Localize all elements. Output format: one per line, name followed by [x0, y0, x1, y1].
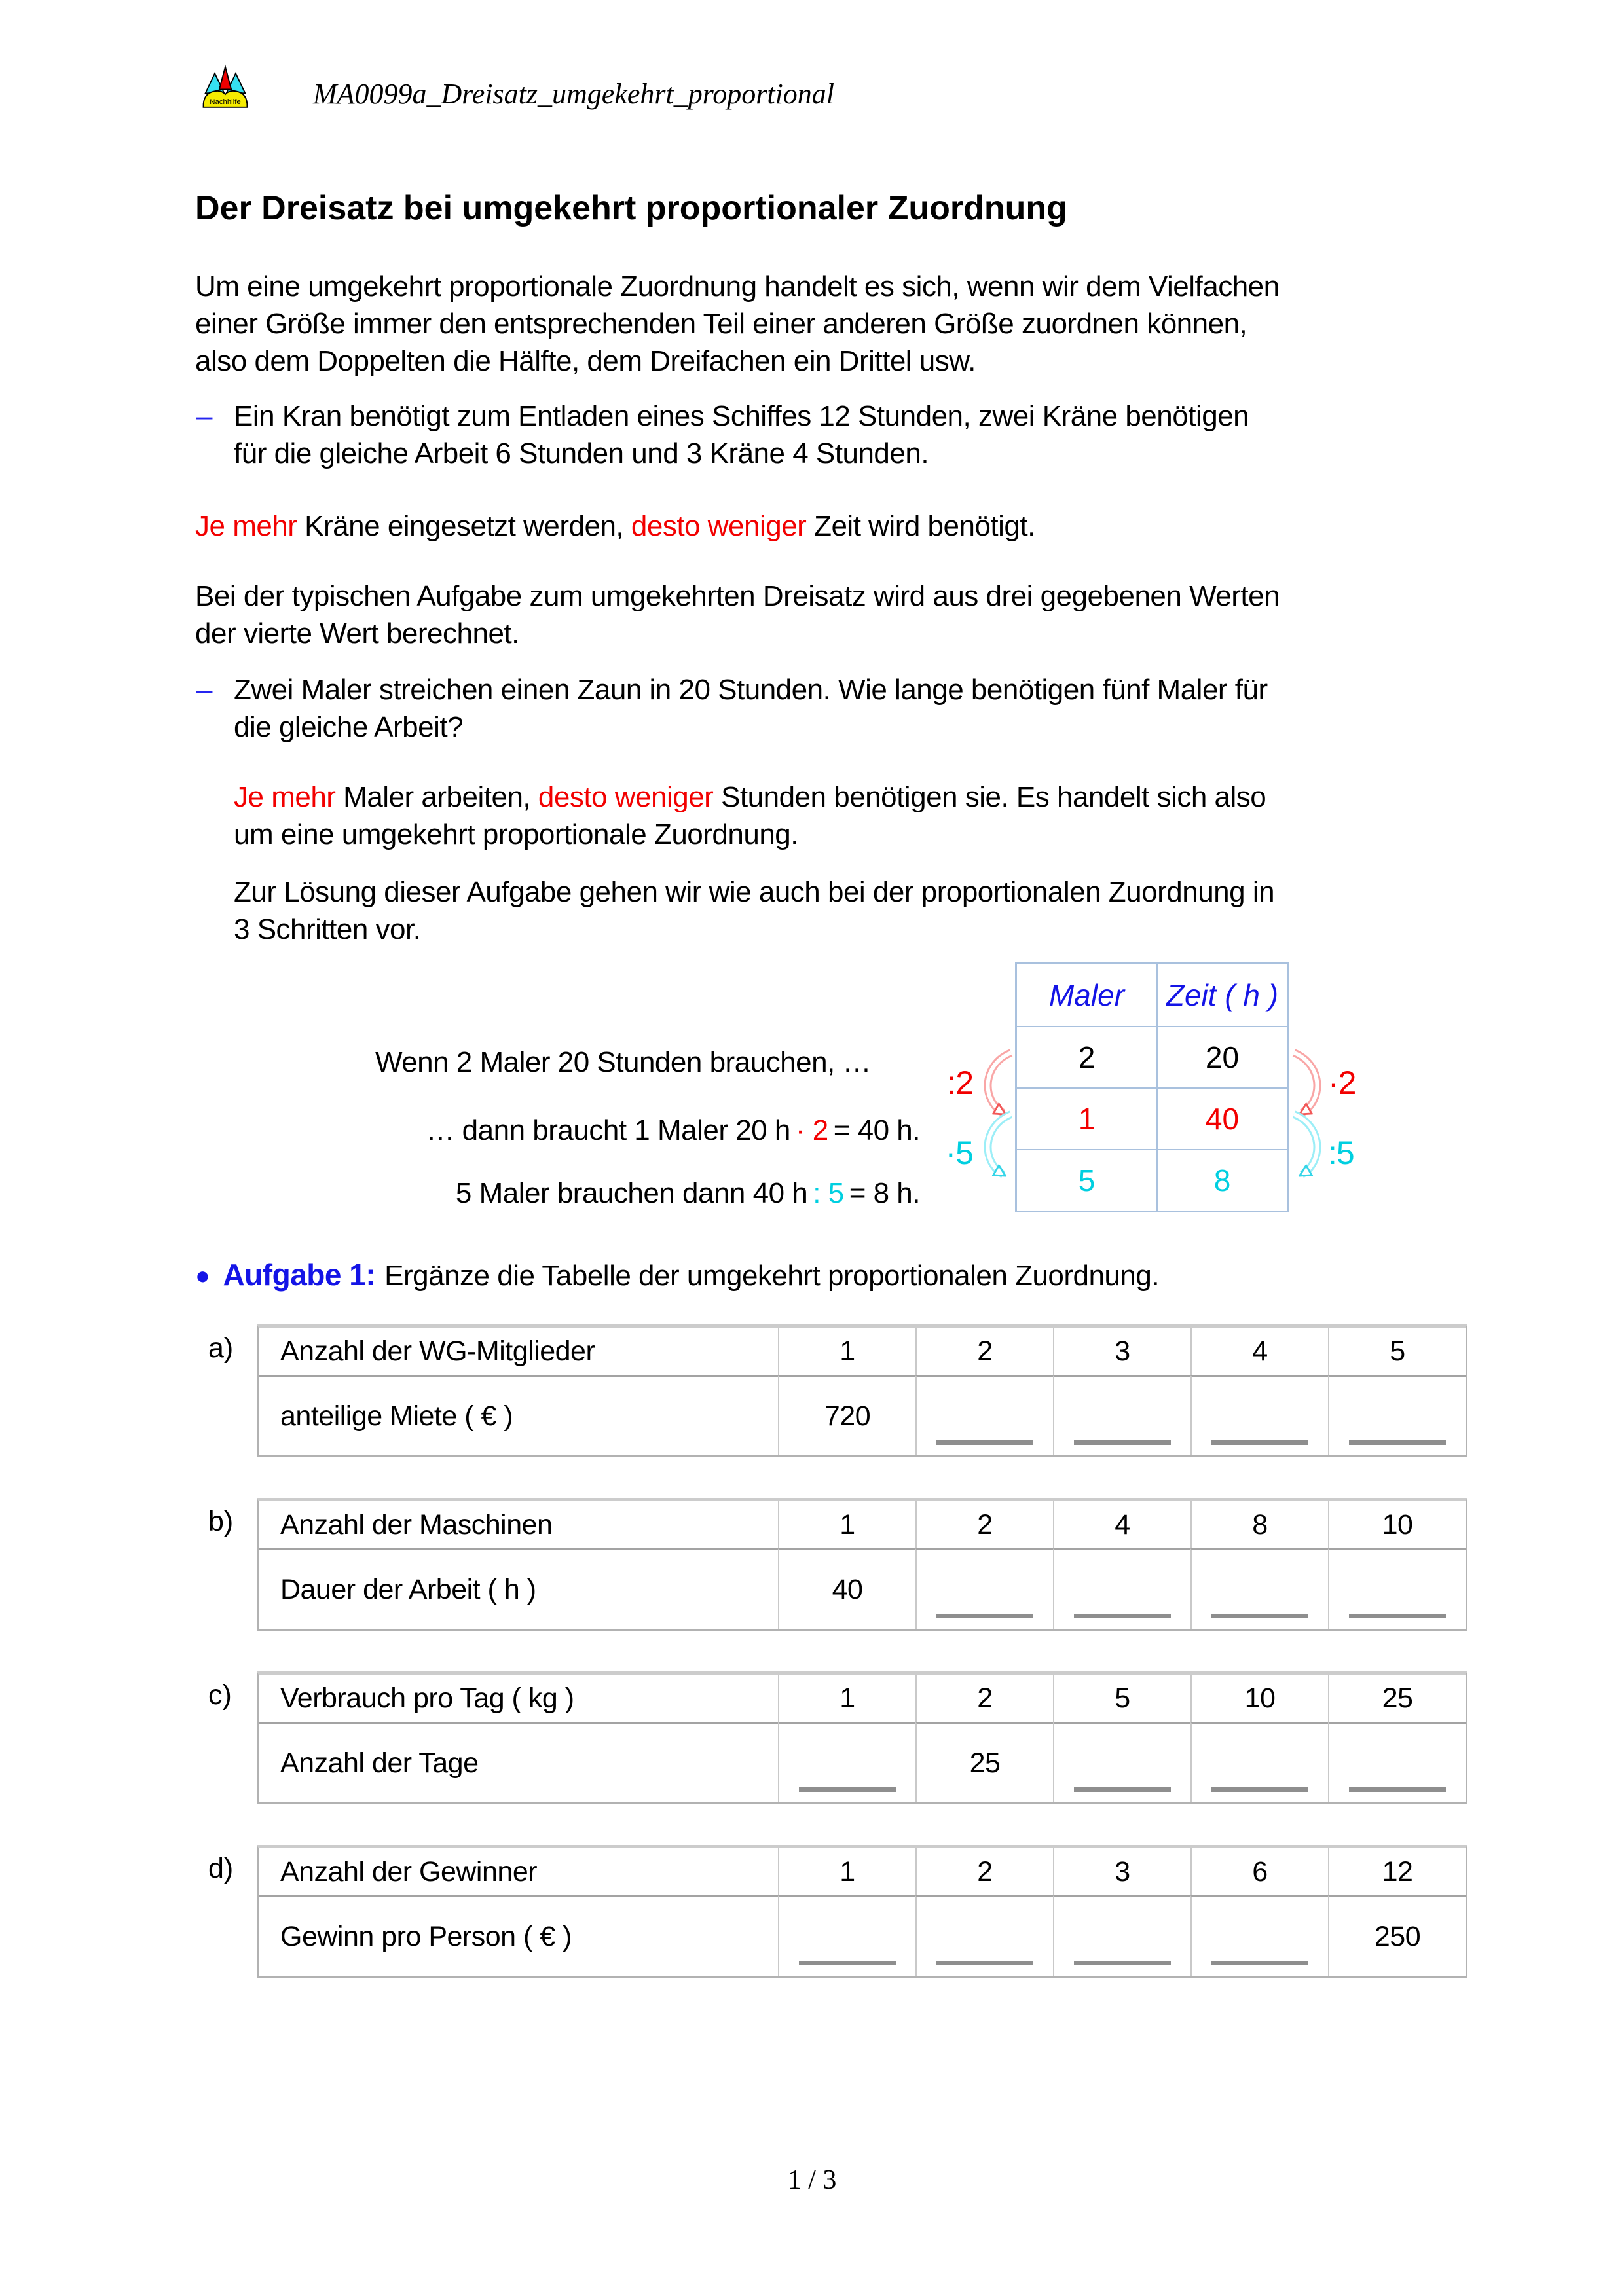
blank-answer-line[interactable] — [799, 1961, 896, 1965]
blank-answer-line[interactable] — [1211, 1787, 1308, 1792]
table-cell: 6 — [1190, 1848, 1328, 1895]
text-line: um eine umgekehrt proportionale Zuordnung. — [234, 818, 798, 850]
text-line: für die gleiche Arbeit 6 Stunden und 3 Kräne 4 Stunden. — [234, 437, 929, 469]
table-cell[interactable] — [1190, 1375, 1328, 1455]
text-line: Um eine umgekehrt proportionale Zuordnung handelt es sich, wenn wir dem Vielfachen — [195, 270, 1280, 302]
table-cell: 1 — [778, 1848, 915, 1895]
text-line — [234, 778, 1266, 816]
nachhilfe-logo — [200, 62, 250, 113]
table-cell[interactable] — [915, 1895, 1053, 1976]
text-segment: Wenn 2 Maler 20 Stunden brauchen, … — [375, 1046, 871, 1078]
exercise-table-a — [257, 1324, 1467, 1457]
row-label: anteilige Miete ( € ) — [259, 1375, 778, 1455]
table-cell: 5 — [1053, 1675, 1190, 1722]
table-cell: 20 — [1156, 1026, 1287, 1087]
operation-label-right-top: ·2 — [1328, 1065, 1356, 1101]
table-cell[interactable] — [1328, 1548, 1466, 1629]
dash-bullet: – — [196, 400, 213, 432]
text-segment: Zeit wird benötigt. — [806, 510, 1035, 542]
logo-center-peak — [219, 67, 231, 89]
row-label: Dauer der Arbeit ( h ) — [259, 1548, 778, 1629]
row-label: Anzahl der Tage — [259, 1722, 778, 1802]
blank-answer-line[interactable] — [936, 1440, 1033, 1445]
text-segment: Kräne eingesetzt werden, — [297, 510, 631, 542]
crane-bullet-paragraph — [234, 397, 1249, 472]
table-cell: 40 — [1156, 1087, 1287, 1149]
table-tag-d: d) — [208, 1853, 234, 1884]
table-cell: 3 — [1053, 1328, 1190, 1375]
table-cell: 4 — [1053, 1501, 1190, 1548]
row-label: Anzahl der WG-Mitglieder — [280, 1335, 595, 1367]
blank-answer-line[interactable] — [1074, 1614, 1171, 1618]
multiply-operator: · 2 — [795, 1114, 828, 1146]
table-cell[interactable] — [1190, 1722, 1328, 1802]
table-cell: 1 — [778, 1501, 915, 1548]
painter-bullet-paragraph — [234, 671, 1268, 746]
text-line — [195, 507, 1035, 545]
table-cell: 2 — [915, 1328, 1053, 1375]
intro-paragraph — [195, 268, 1280, 380]
table-cell: 250 — [1328, 1895, 1466, 1976]
table-cell[interactable] — [915, 1548, 1053, 1629]
arrow-left-bottom-cyan — [988, 1114, 1011, 1175]
table-cell[interactable] — [1328, 1722, 1466, 1802]
example-step-2 — [262, 1114, 920, 1147]
blank-answer-line[interactable] — [1074, 1787, 1171, 1792]
table-cell: 5 — [1328, 1328, 1466, 1375]
table-cell: 1 — [1017, 1087, 1156, 1149]
table-cell[interactable] — [1053, 1722, 1190, 1802]
table-tag-a: a) — [208, 1332, 234, 1364]
typical-task-paragraph — [195, 577, 1280, 652]
example-step-1 — [262, 1046, 871, 1079]
table-cell: 2 — [915, 1848, 1053, 1895]
table-cell: 10 — [1190, 1675, 1328, 1722]
text-line: also dem Doppelten die Hälfte, dem Dreifachen ein Drittel usw. — [195, 345, 976, 377]
table-cell[interactable] — [1190, 1895, 1328, 1976]
text-line: Zur Lösung dieser Aufgabe gehen wir wie auch bei der proportionalen Zuordnung in — [234, 876, 1275, 908]
text-segment: = 8 h. — [849, 1177, 920, 1209]
highlight-je-mehr: Je mehr — [195, 510, 297, 542]
table-cell[interactable] — [1053, 1895, 1190, 1976]
operation-label-left-bottom: ·5 — [945, 1135, 973, 1171]
table-cell: 8 — [1190, 1501, 1328, 1548]
divide-operator: : 5 — [813, 1177, 844, 1209]
table-cell: 40 — [778, 1548, 915, 1629]
table-cell[interactable] — [1053, 1548, 1190, 1629]
table-tag-c: c) — [208, 1679, 232, 1711]
exercise-instruction: Ergänze die Tabelle der umgekehrt proportionalen Zuordnung. — [384, 1260, 1160, 1292]
table-cell: 4 — [1190, 1328, 1328, 1375]
rule-sentence-1 — [195, 507, 1035, 545]
table-cell[interactable] — [778, 1895, 915, 1976]
operation-label-right-bottom: :5 — [1328, 1135, 1354, 1171]
highlight-je-mehr: Je mehr — [234, 781, 336, 813]
blank-answer-line[interactable] — [1211, 1440, 1308, 1445]
table-cell: 25 — [915, 1722, 1053, 1802]
highlight-desto-weniger: desto weniger — [538, 781, 714, 813]
table-cell[interactable] — [778, 1722, 915, 1802]
table-cell[interactable] — [915, 1375, 1053, 1455]
table-tag-b: b) — [208, 1506, 234, 1537]
exercise-heading — [195, 1257, 1159, 1292]
text-line: Bei der typischen Aufgabe zum umgekehrten Dreisatz wird aus drei gegebenen Werten — [195, 580, 1280, 612]
table-cell: 10 — [1328, 1501, 1466, 1548]
dash-bullet: – — [196, 674, 213, 706]
table-cell: 2 — [915, 1501, 1053, 1548]
text-line: 3 Schritten vor. — [234, 913, 421, 945]
bullet-icon: ● — [195, 1262, 210, 1290]
text-line: Ein Kran benötigt zum Entladen eines Schiffes 12 Stunden, zwei Kräne benötigen — [234, 400, 1249, 432]
table-cell[interactable] — [1328, 1375, 1466, 1455]
operation-label-left-top: :2 — [947, 1065, 973, 1101]
solution-paragraph — [234, 873, 1274, 948]
page-number: 1 / 3 — [787, 2165, 837, 2195]
arrow-right-bottom-cyan — [1294, 1114, 1317, 1175]
blank-answer-line[interactable] — [936, 1961, 1033, 1965]
blank-answer-line[interactable] — [1074, 1440, 1171, 1445]
column-header-maler: Maler — [1048, 978, 1125, 1012]
exercise-table-c — [257, 1671, 1467, 1804]
table-cell: 1 — [778, 1675, 915, 1722]
table-cell: 3 — [1053, 1848, 1190, 1895]
table-cell[interactable] — [1053, 1375, 1190, 1455]
text-segment: 5 Maler brauchen dann 40 h — [455, 1177, 808, 1209]
blank-answer-line[interactable] — [936, 1614, 1033, 1618]
table-cell[interactable] — [1190, 1548, 1328, 1629]
exercise-table-b — [257, 1498, 1467, 1631]
table-cell: 2 — [915, 1675, 1053, 1722]
arrow-right-top-red — [1294, 1053, 1317, 1113]
blank-answer-line[interactable] — [1211, 1961, 1308, 1965]
arrow-left-top-red — [988, 1053, 1011, 1113]
table-cell: 2 — [1017, 1026, 1156, 1087]
rule-sentence-2 — [234, 778, 1266, 853]
table-cell: 720 — [778, 1375, 915, 1455]
column-header-zeit: Zeit ( h ) — [1156, 964, 1287, 1026]
row-label: Anzahl der Gewinner — [280, 1855, 538, 1887]
blank-answer-line[interactable] — [1211, 1614, 1308, 1618]
exercise-table-d — [257, 1845, 1467, 1978]
blank-answer-line[interactable] — [1074, 1961, 1171, 1965]
table-cell: 12 — [1328, 1848, 1466, 1895]
blank-answer-line[interactable] — [1349, 1787, 1446, 1792]
text-line: die gleiche Arbeit? — [234, 711, 464, 743]
table-cell: 8 — [1156, 1149, 1287, 1211]
table-cell: 5 — [1017, 1149, 1156, 1211]
text-line: einer Größe immer den entsprechenden Teil einer anderen Größe zuordnen können, — [195, 308, 1247, 340]
table-cell: 25 — [1328, 1675, 1466, 1722]
document-filename: MA0099a_Dreisatz_umgekehrt_proportional — [313, 78, 835, 110]
table-cell: 1 — [778, 1328, 915, 1375]
text-line: der vierte Wert berechnet. — [195, 617, 519, 649]
row-label: Gewinn pro Person ( € ) — [259, 1895, 778, 1976]
text-segment: … dann braucht 1 Maler 20 h — [426, 1114, 790, 1146]
text-segment: Maler arbeiten, — [335, 781, 538, 813]
example-step-3 — [262, 1177, 920, 1210]
blank-answer-line[interactable] — [799, 1787, 896, 1792]
row-label: Verbrauch pro Tag ( kg ) — [280, 1682, 574, 1714]
blank-answer-line[interactable] — [1349, 1614, 1446, 1618]
logo-text: Nachhilfe — [210, 98, 241, 107]
blank-answer-line[interactable] — [1349, 1440, 1446, 1445]
exercise-label: Aufgabe 1: — [223, 1258, 376, 1292]
table-arrows — [963, 1021, 1382, 1218]
text-segment: Stunden benötigen sie. Es handelt sich also — [713, 781, 1266, 813]
highlight-desto-weniger: desto weniger — [631, 510, 807, 542]
page-title: Der Dreisatz bei umgekehrt proportionaler Zuordnung — [195, 189, 1067, 227]
text-line: Zwei Maler streichen einen Zaun in 20 Stunden. Wie lange benötigen fünf Maler für — [234, 674, 1268, 706]
text-segment: = 40 h. — [833, 1114, 920, 1146]
row-label: Anzahl der Maschinen — [280, 1508, 553, 1540]
